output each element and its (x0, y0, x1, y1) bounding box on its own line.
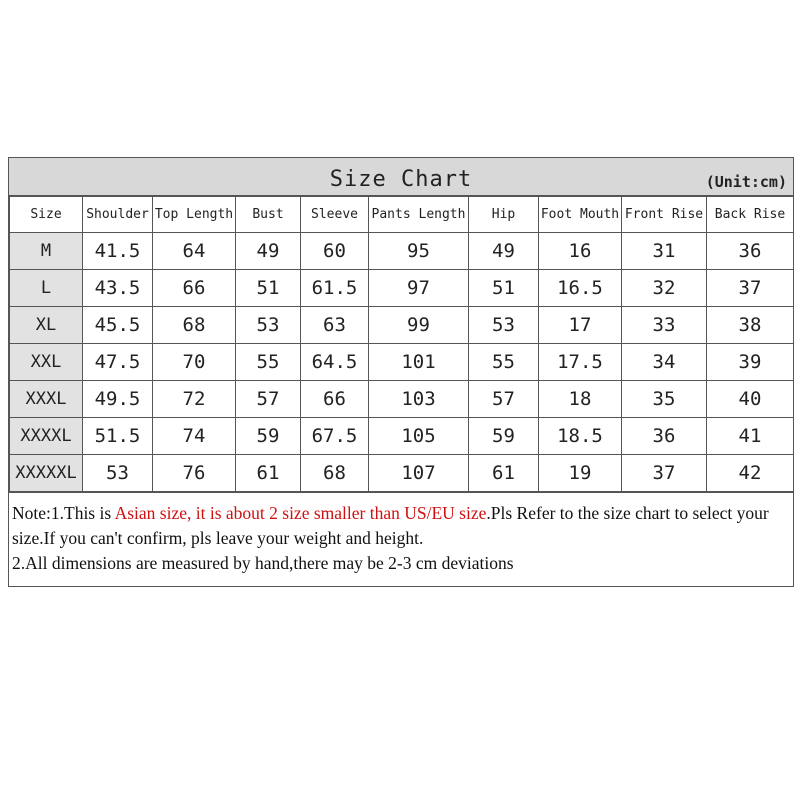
header-cell: Shoulder (83, 197, 153, 233)
measurement-cell: 41 (707, 418, 794, 455)
measurement-cell: 38 (707, 307, 794, 344)
measurement-cell: 57 (469, 381, 539, 418)
size-label-cell: XXXXXL (10, 455, 83, 492)
measurement-cell: 39 (707, 344, 794, 381)
measurement-cell: 66 (153, 270, 236, 307)
measurement-cell: 41.5 (83, 233, 153, 270)
measurement-cell: 60 (301, 233, 369, 270)
measurement-cell: 36 (707, 233, 794, 270)
measurement-cell: 36 (622, 418, 707, 455)
size-label-cell: M (10, 233, 83, 270)
measurement-cell: 47.5 (83, 344, 153, 381)
header-cell: Sleeve (301, 197, 369, 233)
measurement-cell: 107 (369, 455, 469, 492)
measurement-cell: 68 (301, 455, 369, 492)
measurement-cell: 68 (153, 307, 236, 344)
measurement-cell: 64 (153, 233, 236, 270)
measurement-cell: 49.5 (83, 381, 153, 418)
measurement-cell: 37 (707, 270, 794, 307)
header-cell: Top Length (153, 197, 236, 233)
measurement-cell: 55 (236, 344, 301, 381)
measurement-cell: 53 (83, 455, 153, 492)
measurement-cell: 53 (236, 307, 301, 344)
size-table (9, 196, 794, 492)
measurement-cell: 76 (153, 455, 236, 492)
measurement-cell: 57 (236, 381, 301, 418)
measurement-cell: 51 (469, 270, 539, 307)
table-row (10, 418, 794, 455)
measurement-cell: 51.5 (83, 418, 153, 455)
measurement-cell: 18.5 (539, 418, 622, 455)
measurement-cell: 34 (622, 344, 707, 381)
measurement-cell: 17 (539, 307, 622, 344)
measurement-cell: 70 (153, 344, 236, 381)
measurement-cell: 61 (236, 455, 301, 492)
size-chart (8, 157, 794, 587)
measurement-cell: 16 (539, 233, 622, 270)
unit-label: (Unit:cm) (705, 173, 787, 191)
table-row (10, 344, 794, 381)
measurement-cell: 67.5 (301, 418, 369, 455)
measurement-cell: 99 (369, 307, 469, 344)
measurement-cell: 103 (369, 381, 469, 418)
header-cell: Foot Mouth (539, 197, 622, 233)
measurement-cell: 59 (469, 418, 539, 455)
measurement-cell: 16.5 (539, 270, 622, 307)
measurement-cell: 61.5 (301, 270, 369, 307)
measurement-cell: 97 (369, 270, 469, 307)
note-1-suffix: .Pls Refer to the size chart to select your size.If you can't confirm, pls leave your weight and height. (12, 503, 769, 548)
table-row (10, 233, 794, 270)
measurement-cell: 63 (301, 307, 369, 344)
measurement-cell: 49 (469, 233, 539, 270)
measurement-cell: 64.5 (301, 344, 369, 381)
measurement-cell: 19 (539, 455, 622, 492)
table-row (10, 381, 794, 418)
measurement-cell: 37 (622, 455, 707, 492)
measurement-cell: 43.5 (83, 270, 153, 307)
measurement-cell: 51 (236, 270, 301, 307)
note-2: 2.All dimensions are measured by hand,there may be 2-3 cm deviations (12, 553, 514, 573)
measurement-cell: 35 (622, 381, 707, 418)
measurement-cell: 66 (301, 381, 369, 418)
measurement-cell: 31 (622, 233, 707, 270)
header-row (10, 197, 794, 233)
measurement-cell: 61 (469, 455, 539, 492)
size-label-cell: XXXL (10, 381, 83, 418)
table-row (10, 455, 794, 492)
size-label-cell: XXXXL (10, 418, 83, 455)
measurement-cell: 18 (539, 381, 622, 418)
table-row (10, 307, 794, 344)
table-row (10, 270, 794, 307)
measurement-cell: 45.5 (83, 307, 153, 344)
header-cell: Front Rise (622, 197, 707, 233)
title-bar (9, 158, 793, 196)
size-label-cell: XXL (10, 344, 83, 381)
measurement-cell: 17.5 (539, 344, 622, 381)
measurement-cell: 49 (236, 233, 301, 270)
header-cell: Hip (469, 197, 539, 233)
measurement-cell: 42 (707, 455, 794, 492)
header-cell: Back Rise (707, 197, 794, 233)
note-1-highlight: Asian size, it is about 2 size smaller than US/EU size (114, 503, 487, 523)
note-1-prefix: Note:1.This is (12, 503, 115, 523)
size-label-cell: XL (10, 307, 83, 344)
header-cell: Bust (236, 197, 301, 233)
measurement-cell: 95 (369, 233, 469, 270)
size-label-cell: L (10, 270, 83, 307)
measurement-cell: 101 (369, 344, 469, 381)
measurement-cell: 32 (622, 270, 707, 307)
chart-title: Size Chart (329, 167, 473, 192)
measurement-cell: 40 (707, 381, 794, 418)
header-cell: Pants Length (369, 197, 469, 233)
measurement-cell: 105 (369, 418, 469, 455)
measurement-cell: 53 (469, 307, 539, 344)
measurement-cell: 74 (153, 418, 236, 455)
measurement-cell: 59 (236, 418, 301, 455)
measurement-cell: 72 (153, 381, 236, 418)
measurement-cell: 33 (622, 307, 707, 344)
measurement-cell: 55 (469, 344, 539, 381)
header-cell: Size (10, 197, 83, 233)
size-notes (9, 492, 793, 586)
